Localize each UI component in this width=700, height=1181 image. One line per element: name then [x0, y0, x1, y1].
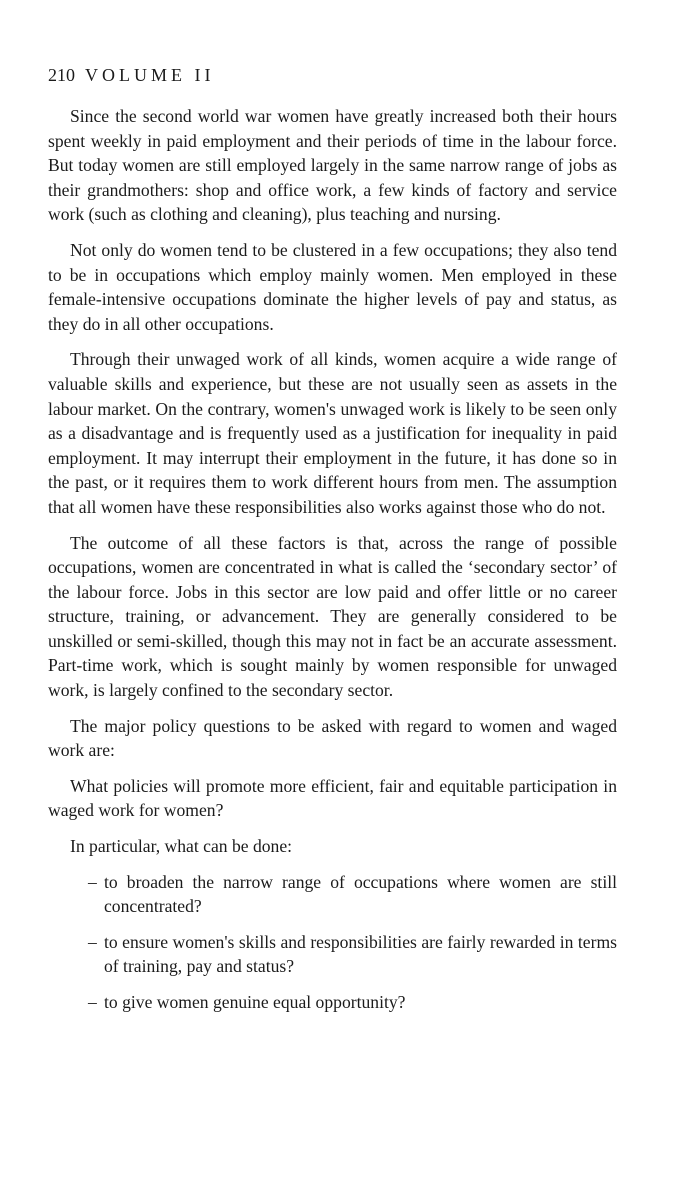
paragraph-2: Not only do women tend to be clustered in a few occupations; they also tend to be in occupations which employ mainly women. Men employed in these female-intensive occupations dominate the higher levels of pay and status, as they do in all other occupations.: [48, 239, 617, 334]
paragraph-7: In particular, what can be done:: [70, 836, 293, 857]
dash-marker: –: [88, 931, 97, 952]
dash-marker: –: [88, 992, 97, 1012]
policy-question-list: [48, 870, 617, 1015]
paragraph-4: The outcome of all these factors is that, across the range of possible occupations, women are concentrated in what is called the ‘secondary sector’ of the labour force. Jobs in this sector are low paid and offer little or no career structure, training, or advancement. They are generally considered to be unskilled or semi-skilled, though this may not in fact be an accurate assessment. Part-time work, which is sought mainly by women responsible for unwaged work, is largely confined to the secondary sector.: [48, 532, 617, 701]
paragraph-6: What policies will promote more efficient, fair and equitable participation in waged work for women?: [48, 775, 617, 821]
list-item-text: to broaden the narrow range of occupations where women are still concentrated?: [104, 871, 617, 917]
paragraph-1: Since the second world war women have greatly increased both their hours spent weekly in paid employment and their periods of time in the labour force. But today women are still employed largely in the same narrow range of jobs as their grandmothers: shop and office work, a few kinds of factory and service work (such as clothing and cleaning), plus teaching and nursing.: [48, 106, 617, 225]
running-head: [48, 64, 214, 86]
body-text: [48, 104, 617, 1026]
volume-label: VOLUME II: [85, 65, 215, 85]
list-item: [48, 870, 617, 919]
list-item: [48, 990, 617, 1015]
list-item-text: to ensure women's skills and responsibilities are fairly rewarded in terms of training, pay and status?: [104, 931, 617, 977]
list-item: [48, 930, 617, 979]
dash-marker: –: [88, 871, 97, 892]
paragraph-3: Through their unwaged work of all kinds, women acquire a wide range of valuable skills and experience, but these are not usually seen as assets in the labour market. On the contrary, women's unwaged work is likely to be seen only as a disadvantage and is frequently used as a justification for inequality in paid employment. It may interrupt their employment in the future, it has done so in the past, or it requires them to work different hours from men. The assumption that all women have these responsibilities also works against those who do not.: [48, 349, 617, 517]
page-number: 210: [48, 65, 75, 85]
paragraph-5: The major policy questions to be asked with regard to women and waged work are:: [48, 715, 617, 761]
list-item-text: to give women genuine equal opportunity?: [104, 992, 406, 1012]
